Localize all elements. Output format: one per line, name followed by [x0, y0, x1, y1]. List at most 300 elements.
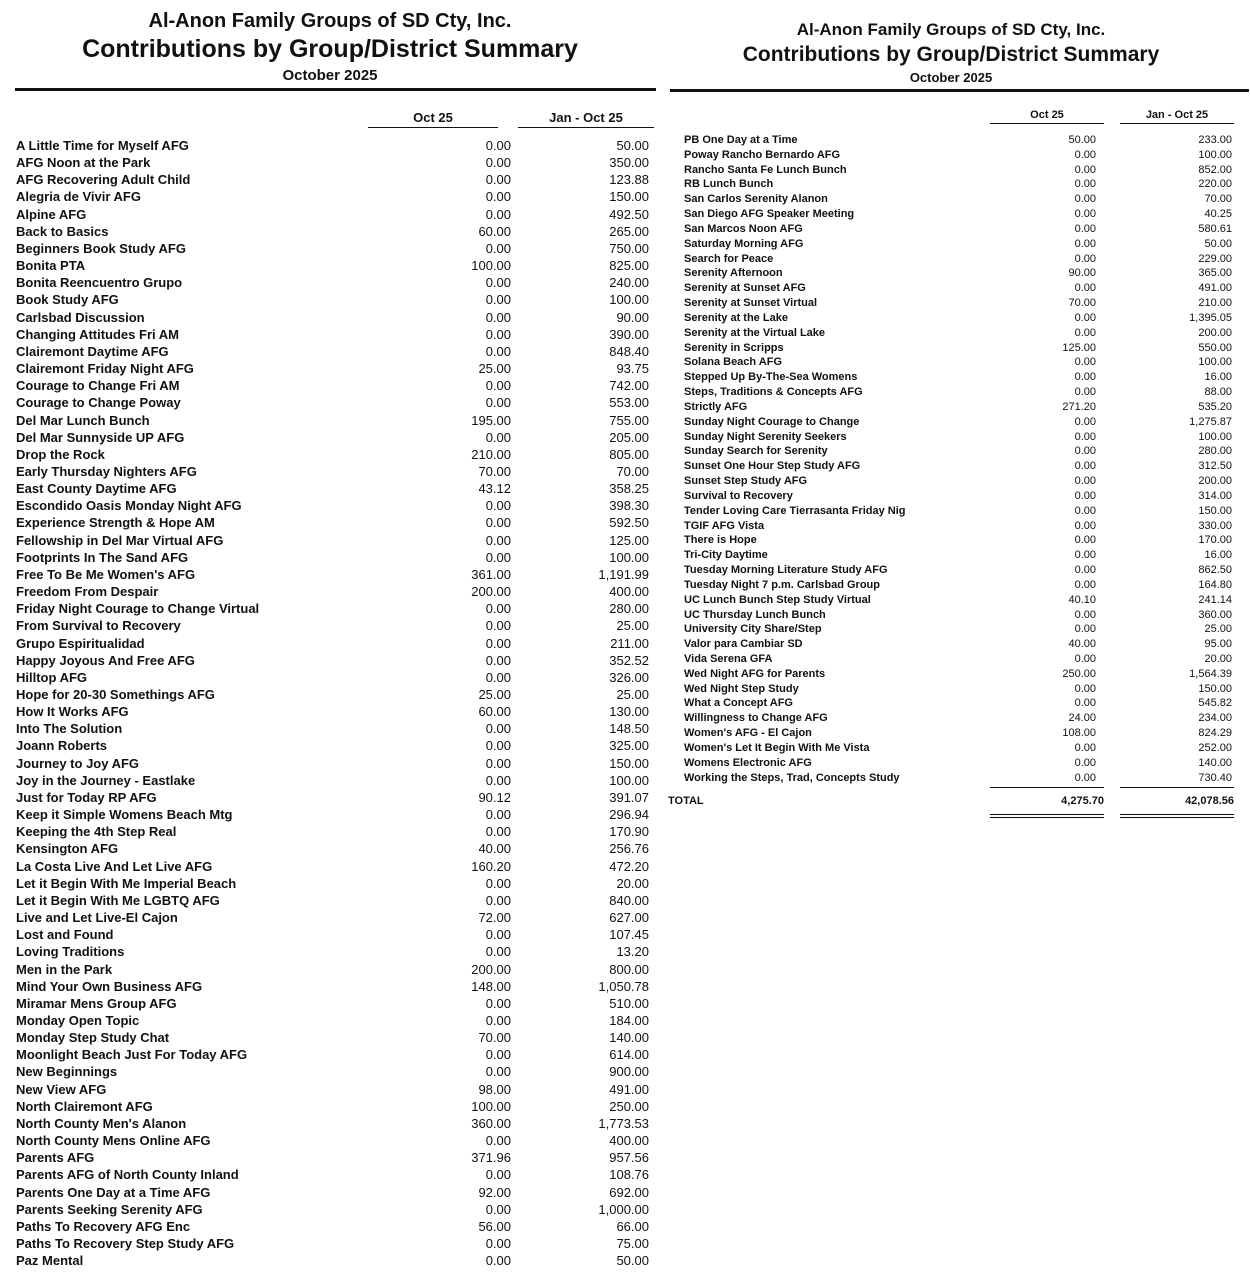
table-row — [16, 1081, 656, 1098]
table-row — [16, 274, 656, 291]
oct-value: 0.00 — [1074, 578, 1096, 591]
oct-value: 25.00 — [478, 361, 511, 377]
oct-value: 100.00 — [471, 258, 511, 274]
oct-value: 40.00 — [478, 841, 511, 857]
group-name: Rancho Santa Fe Lunch Bunch — [684, 163, 847, 176]
ytd-value: 93.75 — [616, 361, 649, 377]
oct-value: 0.00 — [485, 807, 511, 823]
group-name: Mind Your Own Business AFG — [16, 978, 203, 994]
table-row — [16, 206, 656, 223]
group-name: Serenity at the Virtual Lake — [684, 326, 826, 339]
oct-value: 25.00 — [478, 687, 511, 702]
ytd-value: 730.40 — [1198, 771, 1232, 784]
ytd-value: 326.00 — [609, 669, 649, 685]
table-row — [684, 444, 1234, 459]
oct-value: 98.00 — [478, 1081, 511, 1097]
group-name: Let it Begin With Me LGBTQ AFG — [16, 892, 220, 908]
table-row — [684, 148, 1234, 163]
group-list — [684, 133, 1234, 785]
table-row — [16, 1218, 656, 1235]
oct-value: 210.00 — [471, 446, 511, 462]
table-row — [16, 326, 656, 343]
oct-value: 0.00 — [1074, 652, 1096, 665]
table-row — [16, 720, 656, 737]
header-rule — [670, 89, 1249, 92]
group-name: Men in the Park — [16, 961, 113, 977]
ytd-value: 265.00 — [609, 223, 649, 239]
oct-value: 0.00 — [1074, 534, 1096, 547]
ytd-value: 75.00 — [616, 1236, 649, 1251]
table-row — [16, 480, 656, 497]
ytd-value: 100.00 — [609, 772, 649, 788]
ytd-value: 210.00 — [1198, 297, 1232, 310]
group-name: Del Mar Lunch Bunch — [16, 412, 150, 428]
table-row — [684, 400, 1234, 415]
group-name: Tuesday Night 7 p.m. Carlsbad Group — [684, 578, 880, 591]
group-name: Sunday Search for Serenity — [684, 445, 828, 458]
table-row — [16, 652, 656, 669]
ytd-value: 252.00 — [1198, 741, 1232, 754]
ytd-value: 1,000.00 — [598, 1201, 649, 1217]
ytd-value: 862.50 — [1198, 564, 1232, 577]
oct-value: 70.00 — [478, 463, 511, 479]
table-row — [16, 394, 656, 411]
ytd-value: 360.00 — [1198, 608, 1232, 621]
group-name: Sunday Night Courage to Change — [684, 415, 860, 428]
group-name: New View AFG — [16, 1081, 107, 1097]
group-name: Moonlight Beach Just For Today AFG — [16, 1047, 248, 1063]
group-name: Bonita Reencuentro Grupo — [16, 275, 183, 291]
table-row — [684, 281, 1234, 296]
ytd-value: 25.00 — [616, 618, 649, 634]
table-row — [16, 635, 656, 652]
ytd-value: 200.00 — [1198, 326, 1232, 339]
ytd-value: 100.00 — [609, 292, 649, 308]
group-name: Steps, Traditions & Concepts AFG — [684, 386, 863, 399]
oct-value: 0.00 — [1074, 326, 1096, 339]
table-row — [16, 789, 656, 806]
table-row — [684, 726, 1234, 741]
group-name: Women's Let It Begin With Me Vista — [684, 741, 870, 754]
ytd-value: 250.00 — [609, 1098, 649, 1114]
ytd-value: 240.00 — [609, 275, 649, 291]
ytd-value: 100.00 — [1198, 356, 1232, 369]
oct-value: 0.00 — [1074, 504, 1096, 517]
group-name: North County Mens Online AFG — [16, 1133, 211, 1149]
ytd-value: 580.61 — [1198, 222, 1232, 235]
oct-value: 0.00 — [485, 892, 511, 908]
oct-value: 200.00 — [471, 584, 511, 600]
ytd-value: 88.00 — [1204, 386, 1232, 399]
group-name: La Costa Live And Let Live AFG — [16, 858, 213, 874]
table-row — [16, 1166, 656, 1183]
oct-value: 40.10 — [1068, 593, 1096, 606]
total-rule-ytd — [1120, 787, 1234, 788]
table-row — [16, 1046, 656, 1063]
ytd-value: 840.00 — [609, 892, 649, 908]
table-row — [16, 909, 656, 926]
oct-value: 70.00 — [478, 1030, 511, 1046]
ytd-value: 150.00 — [609, 189, 649, 205]
table-row — [684, 341, 1234, 356]
ytd-value: 1,564.39 — [1189, 667, 1232, 680]
oct-value: 0.00 — [485, 326, 511, 342]
group-name: Into The Solution — [16, 721, 123, 737]
oct-value: 0.00 — [485, 1201, 511, 1217]
table-row — [16, 154, 656, 171]
table-row — [16, 1063, 656, 1080]
ytd-value: 491.00 — [609, 1081, 649, 1097]
table-row — [684, 622, 1234, 637]
table-row — [684, 311, 1234, 326]
oct-value: 0.00 — [485, 429, 511, 445]
oct-value: 271.20 — [1062, 400, 1096, 413]
ytd-value: 1,395.05 — [1189, 311, 1232, 324]
total-label: TOTAL — [668, 795, 704, 807]
group-name: Search for Peace — [684, 252, 774, 265]
table-row — [684, 578, 1234, 593]
table-row — [684, 519, 1234, 534]
group-name: Friday Night Courage to Change Virtual — [16, 601, 260, 617]
table-row — [684, 682, 1234, 697]
group-name: Saturday Morning AFG — [684, 237, 804, 250]
oct-value: 0.00 — [1074, 193, 1096, 206]
ytd-value: 365.00 — [1198, 267, 1232, 280]
table-row — [16, 463, 656, 480]
oct-value: 200.00 — [471, 961, 511, 977]
ytd-value: 472.20 — [609, 858, 649, 874]
group-name: Sunday Night Serenity Seekers — [684, 430, 847, 443]
group-name: Sunset Step Study AFG — [684, 475, 808, 488]
group-name: UC Thursday Lunch Bunch — [684, 608, 826, 621]
group-name: Parents One Day at a Time AFG — [16, 1184, 211, 1200]
table-row — [684, 430, 1234, 445]
group-name: Working the Steps, Trad, Concepts Study — [684, 771, 900, 784]
table-row — [16, 240, 656, 257]
oct-value: 0.00 — [485, 549, 511, 565]
table-row — [684, 459, 1234, 474]
ytd-value: 107.45 — [609, 927, 649, 943]
ytd-value: 50.00 — [1204, 237, 1232, 250]
oct-value: 0.00 — [485, 669, 511, 685]
ytd-value: 627.00 — [609, 910, 649, 926]
group-name: Courage to Change Poway — [16, 395, 181, 411]
table-row — [684, 548, 1234, 563]
oct-value: 0.00 — [485, 721, 511, 737]
oct-value: 0.00 — [1074, 564, 1096, 577]
oct-value: 250.00 — [1062, 667, 1096, 680]
total-row — [668, 795, 1234, 811]
group-name: Free To Be Me Women's AFG — [16, 566, 196, 582]
group-name: Grupo Espiritualidad — [16, 635, 145, 651]
ytd-value: 50.00 — [616, 1253, 649, 1269]
oct-value: 0.00 — [485, 532, 511, 548]
column-header-ytd: Jan - Oct 25 — [518, 110, 654, 128]
ytd-value: 805.00 — [609, 446, 649, 462]
group-name: Clairemont Friday Night AFG — [16, 361, 194, 377]
table-row — [16, 961, 656, 978]
group-name: Carlsbad Discussion — [16, 309, 145, 325]
ytd-value: 20.00 — [616, 875, 649, 891]
ytd-value: 1,050.78 — [598, 978, 649, 994]
ytd-value: 125.00 — [609, 532, 649, 548]
table-row — [16, 549, 656, 566]
ytd-value: 90.00 — [616, 309, 649, 325]
group-name: Valor para Cambiar SD — [684, 638, 803, 651]
group-name: How It Works AFG — [16, 704, 129, 720]
ytd-value: 16.00 — [1204, 549, 1232, 562]
group-name: Keeping the 4th Step Real — [16, 824, 177, 840]
ytd-value: 314.00 — [1198, 489, 1232, 502]
oct-value: 0.00 — [485, 824, 511, 840]
table-row — [16, 309, 656, 326]
group-name: Monday Step Study Chat — [16, 1030, 170, 1046]
table-row — [684, 296, 1234, 311]
table-row — [684, 237, 1234, 252]
ytd-value: 825.00 — [609, 258, 649, 274]
ytd-value: 220.00 — [1198, 178, 1232, 191]
ytd-value: 492.50 — [609, 206, 649, 222]
total-oct-value: 4,275.70 — [1061, 795, 1104, 807]
oct-value: 0.00 — [485, 1047, 511, 1063]
group-name: Changing Attitudes Fri AM — [16, 326, 179, 342]
table-row — [684, 207, 1234, 222]
table-row — [684, 711, 1234, 726]
organization-name: Al-Anon Family Groups of SD Cty, Inc. — [796, 20, 1106, 39]
group-name: Serenity in Scripps — [684, 341, 784, 354]
ytd-value: 20.00 — [1204, 652, 1232, 665]
ytd-value: 1,773.53 — [598, 1115, 649, 1131]
oct-value: 0.00 — [485, 498, 511, 514]
oct-value: 0.00 — [1074, 445, 1096, 458]
ytd-value: 535.20 — [1198, 400, 1232, 413]
table-row — [16, 995, 656, 1012]
table-row — [16, 875, 656, 892]
oct-value: 360.00 — [471, 1115, 511, 1131]
oct-value: 0.00 — [485, 292, 511, 308]
oct-value: 0.00 — [485, 875, 511, 891]
ytd-value: 130.00 — [609, 704, 649, 720]
ytd-value: 233.00 — [1198, 134, 1232, 146]
ytd-value: 312.50 — [1198, 460, 1232, 473]
table-row — [684, 370, 1234, 385]
group-name: Parents AFG of North County Inland — [16, 1167, 239, 1183]
table-row — [684, 326, 1234, 341]
oct-value: 0.00 — [485, 172, 511, 188]
table-row — [684, 163, 1234, 178]
group-name: Womens Electronic AFG — [684, 756, 812, 769]
table-row — [16, 1098, 656, 1115]
ytd-value: 352.52 — [609, 652, 649, 668]
oct-value: 0.00 — [1074, 311, 1096, 324]
oct-value: 0.00 — [1074, 252, 1096, 265]
oct-value: 0.00 — [485, 1064, 511, 1080]
group-name: Alegria de Vivir AFG — [16, 189, 141, 205]
table-row — [684, 177, 1234, 192]
oct-value: 0.00 — [1074, 386, 1096, 399]
ytd-value: 13.20 — [616, 944, 649, 960]
oct-value: 0.00 — [485, 1236, 511, 1251]
group-name: Paz Mental — [16, 1253, 84, 1269]
oct-value: 0.00 — [1074, 415, 1096, 428]
ytd-value: 280.00 — [609, 601, 649, 617]
group-name: PB One Day at a Time — [684, 134, 798, 146]
ytd-value: 296.94 — [609, 807, 649, 823]
ytd-value: 40.25 — [1204, 208, 1232, 221]
group-name: Courage to Change Fri AM — [16, 378, 180, 394]
ytd-value: 16.00 — [1204, 371, 1232, 384]
ytd-value: 592.50 — [609, 515, 649, 531]
table-row — [16, 497, 656, 514]
table-row — [684, 489, 1234, 504]
table-row — [16, 171, 656, 188]
table-row — [16, 892, 656, 909]
oct-value: 0.00 — [1074, 430, 1096, 443]
oct-value: 60.00 — [478, 704, 511, 720]
group-name: Solana Beach AFG — [684, 356, 783, 369]
table-row — [684, 252, 1234, 267]
oct-value: 92.00 — [478, 1184, 511, 1200]
oct-value: 371.96 — [471, 1150, 511, 1166]
table-row — [16, 429, 656, 446]
ytd-value: 25.00 — [616, 687, 649, 702]
group-name: North Clairemont AFG — [16, 1098, 153, 1114]
group-name: Tri-City Daytime — [684, 549, 768, 562]
ytd-value: 234.00 — [1198, 712, 1232, 725]
report-title: Contributions by Group/District Summary — [82, 35, 578, 63]
group-name: New Beginnings — [16, 1064, 118, 1080]
group-name: Tuesday Morning Literature Study AFG — [684, 564, 888, 577]
ytd-value: 824.29 — [1198, 727, 1232, 740]
oct-value: 0.00 — [485, 738, 511, 754]
ytd-value: 742.00 — [609, 378, 649, 394]
ytd-value: 170.90 — [609, 824, 649, 840]
group-name: Serenity at the Lake — [684, 311, 788, 324]
oct-value: 0.00 — [1074, 222, 1096, 235]
oct-value: 0.00 — [485, 944, 511, 960]
oct-value: 0.00 — [1074, 178, 1096, 191]
ytd-value: 391.07 — [609, 789, 649, 805]
table-row — [16, 1029, 656, 1046]
group-name: Joann Roberts — [16, 738, 108, 754]
group-name: Vida Serena GFA — [684, 652, 773, 665]
oct-value: 0.00 — [1074, 371, 1096, 384]
oct-value: 0.00 — [1074, 356, 1096, 369]
group-name: Lost and Found — [16, 927, 114, 943]
group-name: University City Share/Step — [684, 623, 822, 636]
ytd-value: 184.00 — [609, 1012, 649, 1028]
table-row — [16, 1115, 656, 1132]
group-name: There is Hope — [684, 534, 757, 547]
ytd-value: 350.00 — [609, 155, 649, 171]
oct-value: 50.00 — [1068, 134, 1096, 146]
ytd-value: 491.00 — [1198, 282, 1232, 295]
group-name: Serenity Afternoon — [684, 267, 783, 280]
total-ytd-value: 42,078.56 — [1185, 795, 1234, 807]
oct-value: 0.00 — [485, 1253, 511, 1269]
ytd-value: 390.00 — [609, 326, 649, 342]
oct-value: 0.00 — [485, 601, 511, 617]
ytd-value: 170.00 — [1198, 534, 1232, 547]
group-name: Sunset One Hour Step Study AFG — [684, 460, 861, 473]
group-list — [16, 137, 656, 1269]
group-name: Experience Strength & Hope AM — [16, 515, 215, 531]
group-name: Willingness to Change AFG — [684, 712, 828, 725]
column-header-oct: Oct 25 — [368, 110, 498, 128]
oct-value: 40.00 — [1068, 638, 1096, 651]
table-row — [16, 566, 656, 583]
ytd-value: 510.00 — [609, 995, 649, 1011]
group-name: Women's AFG - El Cajon — [684, 727, 812, 740]
ytd-value: 358.25 — [609, 481, 649, 497]
group-name: Joy in the Journey - Eastlake — [16, 772, 196, 788]
oct-value: 108.00 — [1062, 727, 1096, 740]
group-name: Stepped Up By-The-Sea Womens — [684, 371, 858, 384]
group-name: Parents Seeking Serenity AFG — [16, 1201, 203, 1217]
report-period: October 2025 — [909, 70, 993, 85]
ytd-value: 800.00 — [609, 961, 649, 977]
oct-value: 148.00 — [471, 978, 511, 994]
oct-value: 0.00 — [1074, 519, 1096, 532]
group-name: Strictly AFG — [684, 400, 748, 413]
table-row — [16, 823, 656, 840]
table-row — [684, 222, 1234, 237]
oct-value: 0.00 — [1074, 549, 1096, 562]
table-row — [684, 133, 1234, 148]
table-row — [684, 504, 1234, 519]
group-name: Keep it Simple Womens Beach Mtg — [16, 807, 233, 823]
oct-value: 0.00 — [1074, 771, 1096, 784]
oct-value: 0.00 — [1074, 475, 1096, 488]
table-row — [16, 755, 656, 772]
oct-value: 0.00 — [1074, 460, 1096, 473]
ytd-value: 755.00 — [609, 412, 649, 428]
oct-value: 0.00 — [485, 772, 511, 788]
group-name: Paths To Recovery AFG Enc — [16, 1218, 191, 1234]
table-row — [16, 223, 656, 240]
oct-value: 56.00 — [478, 1218, 511, 1234]
table-row — [684, 415, 1234, 430]
group-name: Poway Rancho Bernardo AFG — [684, 148, 841, 161]
group-name: North County Men's Alanon — [16, 1115, 187, 1131]
group-name: Loving Traditions — [16, 944, 125, 960]
group-name: Footprints In The Sand AFG — [16, 549, 189, 565]
ytd-value: 100.00 — [1198, 148, 1232, 161]
table-row — [16, 1184, 656, 1201]
group-name: RB Lunch Bunch — [684, 178, 774, 191]
table-row — [16, 1252, 656, 1269]
ytd-value: 750.00 — [609, 240, 649, 256]
total-rule-oct — [990, 787, 1104, 788]
oct-value: 0.00 — [1074, 697, 1096, 710]
ytd-value: 108.76 — [609, 1167, 649, 1183]
oct-value: 0.00 — [485, 206, 511, 222]
oct-value: 72.00 — [478, 910, 511, 926]
total-double-rule-ytd — [1120, 814, 1234, 818]
oct-value: 0.00 — [485, 652, 511, 668]
table-row — [16, 1201, 656, 1218]
oct-value: 0.00 — [1074, 148, 1096, 161]
ytd-value: 70.00 — [616, 463, 649, 479]
ytd-value: 241.14 — [1198, 593, 1232, 606]
oct-value: 0.00 — [485, 1012, 511, 1028]
ytd-value: 614.00 — [609, 1047, 649, 1063]
table-row — [16, 617, 656, 634]
ytd-value: 229.00 — [1198, 252, 1232, 265]
table-row — [16, 943, 656, 960]
oct-value: 0.00 — [1074, 282, 1096, 295]
table-row — [16, 669, 656, 686]
